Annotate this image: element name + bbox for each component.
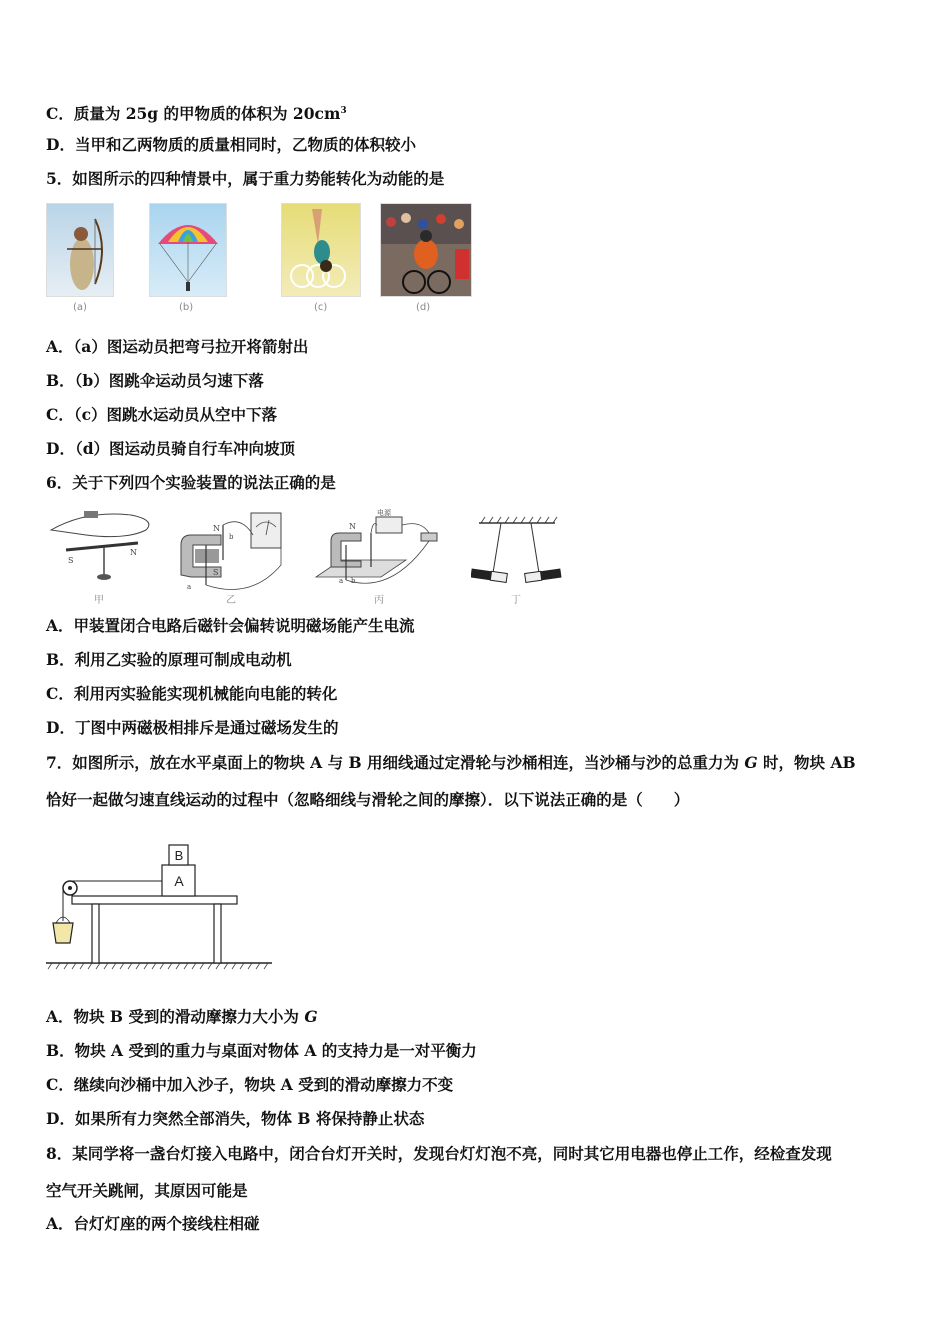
q7-option-d: D．如果所有力突然全部消失，物体 B 将保持静止状态 [46, 1109, 425, 1128]
caption-jia: 甲 [94, 595, 104, 606]
q7-stem-line2: 恰好一起做匀速直线运动的过程中（忽略细线与滑轮之间的摩擦）．以下说法正确的是（ ） [46, 790, 690, 809]
caption-c: (c) [314, 302, 328, 313]
label-yi-b: b [229, 533, 234, 541]
q7-option-c: C．继续向沙桶中加入沙子，物块 A 受到的滑动摩擦力不变 [46, 1075, 454, 1094]
caption-bing: 丙 [374, 595, 384, 606]
q4-option-c: C．质量为 25g 的甲物质的体积为 $20cm^3$ [46, 104, 347, 124]
q4-option-d: D．当甲和乙两物质的质量相同时，乙物质的体积较小 [46, 135, 416, 154]
caption-b: (b) [179, 302, 194, 313]
photo-cyclist [380, 203, 472, 297]
label-jia-s: S [68, 556, 74, 565]
q5-figure [46, 203, 471, 315]
label-yi-s: S [213, 568, 219, 577]
q6-option-a: A．甲装置闭合电路后磁针会偏转说明磁场能产生电流 [46, 616, 415, 635]
q7-option-b: B．物块 A 受到的重力与桌面对物体 A 的支持力是一对平衡力 [46, 1041, 477, 1060]
caption-yi: 乙 [226, 595, 236, 606]
q6-option-d: D．丁图中两磁极相排斥是通过磁场发生的 [46, 718, 339, 737]
q8-option-a: A．台灯灯座的两个接线柱相碰 [46, 1214, 260, 1233]
apparatus-yi [171, 505, 306, 600]
label-yi-n: N [213, 524, 220, 533]
caption-a: (a) [73, 302, 87, 313]
block-a-label: A [174, 873, 184, 889]
q5-option-c: C．（c）图跳水运动员从空中下落 [46, 405, 278, 424]
q6-option-b: B．利用乙实验的原理可制成电动机 [46, 650, 292, 669]
label-bing-n: N [349, 522, 356, 531]
caption-d: (d) [416, 302, 431, 313]
q7-stem-line1: 7．如图所示，放在水平桌面上的物块 A 与 B 用细线通过定滑轮与沙桶相连，当沙桶与沙的总重力为 G 时，物块 AB [46, 753, 856, 772]
q5-option-d: D．（d）图运动员骑自行车冲向坡顶 [46, 439, 296, 458]
q5-option-a: A．（a）图运动员把弯弓拉开将箭射出 [46, 337, 309, 356]
q7-option-a: A．物块 B 受到的滑动摩擦力大小为 G [46, 1007, 318, 1026]
block-b-label: B [174, 848, 184, 863]
q6-stem: 6．关于下列四个实验装置的说法正确的是 [46, 473, 336, 492]
q8-stem-line1: 8．某同学将一盏台灯接入电路中，闭合台灯开关时，发现台灯灯泡不亮，同时其它用电器也停止工作，经检查发现 [46, 1144, 832, 1163]
label-jia-n: N [130, 548, 137, 557]
q6-figure [46, 505, 566, 605]
q7-figure [44, 843, 274, 973]
photo-archer [46, 203, 114, 297]
photo-parachute [149, 203, 227, 297]
q5-option-b: B．（b）图跳伞运动员匀速下落 [46, 371, 264, 390]
q5-stem: 5．如图所示的四种情景中，属于重力势能转化为动能的是 [46, 169, 445, 188]
apparatus-ding [471, 505, 566, 600]
q8-stem-line2: 空气开关跳闸，其原因可能是 [46, 1181, 248, 1200]
label-bing-a: a [339, 577, 344, 585]
apparatus-bing [311, 505, 451, 600]
apparatus-jia [46, 505, 156, 600]
label-bing-power: 电源 [377, 509, 391, 517]
caption-ding: 丁 [511, 595, 521, 606]
label-yi-a: a [187, 583, 192, 591]
photo-diver [281, 203, 361, 297]
label-bing-b: b [351, 577, 356, 585]
q6-option-c: C．利用丙实验能实现机械能向电能的转化 [46, 684, 338, 703]
